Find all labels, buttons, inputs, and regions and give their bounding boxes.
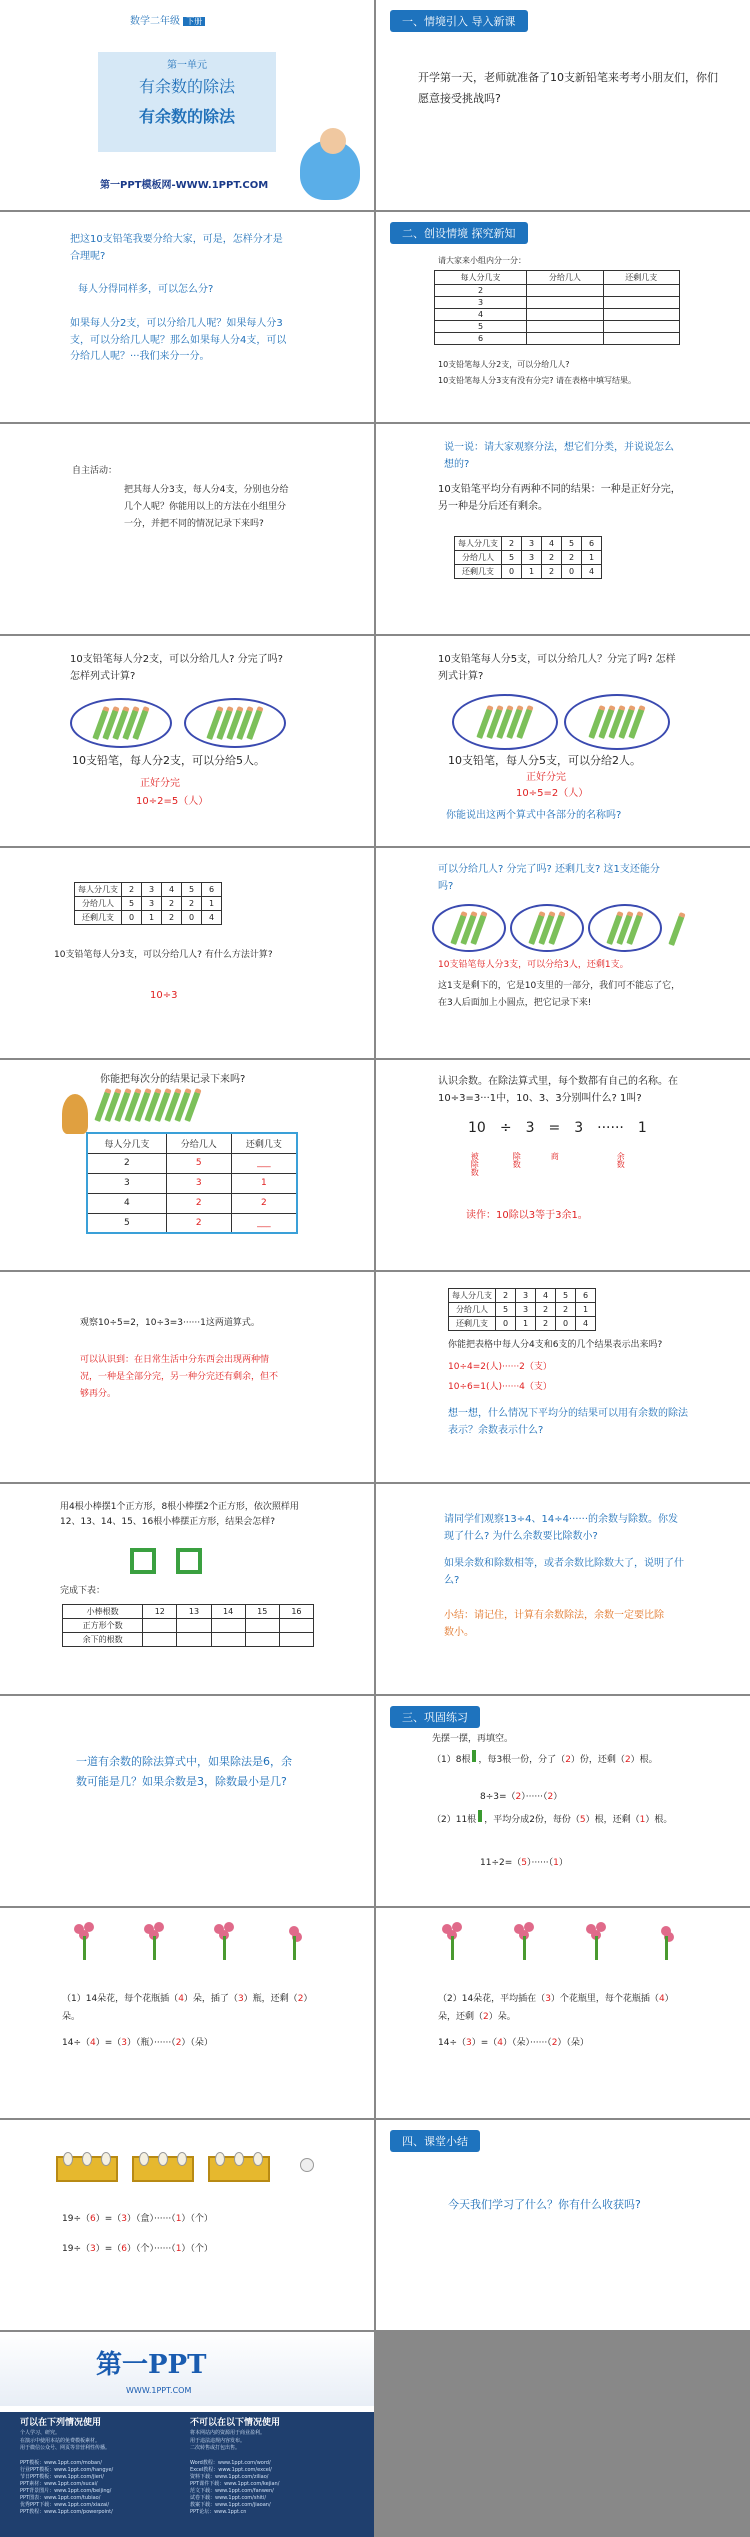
pencil-row [98,1088,198,1126]
square-icon [176,1548,202,1574]
flower-vase-icon [438,1922,468,1962]
egg-box-icon [208,2156,270,2182]
flower-vase-icon [70,1922,100,1962]
slide-summary: 四、课堂小结 今天我们学习了什么？你有什么收获吗? [376,2120,750,2330]
child-icon [320,128,346,154]
slide-remainder: 可以分给几人? 分完了吗? 还剩几支? 这1支还能分吗? 10支铅笔每人分3支，可以分给3人，还剩1支。 这1支是剩下的，它是10支里的一部分，我们可不能忘了它，在3人后面加上小圆点，把它记录下来! [376,848,750,1058]
slide-record: 你能把每次分的结果记录下来吗? 每人分几支 分给几人 还剩几支 2 5 ___ 3 3 1 4 2 2 5 2 ___ [0,1060,374,1270]
egg-box-icon [56,2156,118,2182]
slide-classify: 说一说：请大家观察分法，想它们分类，并说说怎么想的? 10支铅笔平均分有两种不同的结果：一种是正好分完，另一种是分后还有剩余。 每人分几支 2 3 4 5 6 分给几人 5 3 2 2 1 还剩几支 0 1 2 0 4 [376,424,750,634]
stick-icon [472,1750,476,1762]
slide-divide-2: 10支铅笔每人分2支，可以分给几人? 分完了吗? 怎样列式计算? 10支铅笔，每人分2支，可以分给5人。 正好分完 10÷2=5（人） [0,636,374,846]
pencil-group [564,694,670,750]
slide-flowers-2: （2）14朵花，平均插在（3）个花瓶里，每个花瓶插（4）朵，还剩（2）朵。 14÷（3）=（4）（朵）······（2）（朵） [376,1908,750,2118]
result-table: 每人分几支 2 3 4 5 6 分给几人 5 3 2 2 1 还剩几支 0 1 2 0 4 [74,882,222,925]
title-box: 第一单元 有余数的除法 有余数的除法 [98,52,276,152]
result-table: 每人分几支 2 3 4 5 6 分给几人 5 3 2 2 1 还剩几支 0 1 2 0 4 [454,536,602,579]
slide-express: 每人分几支 2 3 4 5 6 分给几人 5 3 2 2 1 还剩几支 0 1 2 0 4 你能把表格中每人分4支和6支的几个结果表示出来吗? 10÷4=2(人)······2（支） 10÷6=1(人)······4（支） 想一想，什么情况下平均分的结果可以用有余数的除法表示？余数表示什么? [376,1272,750,1482]
leftover-pencil [672,912,682,950]
pencil-group [70,698,172,748]
slide-think: 一道有余数的除法算式中，如果除法是6，余数可能是几？如果余数是3，除数最小是几? [0,1696,374,1906]
flower-vase-icon [510,1922,540,1962]
section-header: 一、情境引入 导入新课 [390,10,528,32]
sticks-table: 小棒根数 12 13 14 15 16 正方形个数 余下的根数 [62,1604,314,1647]
slide-sticks: 用4根小棒摆1个正方形，8根小棒摆2个正方形，依次照样用12、13、14、15、16根小棒摆正方形，结果会怎样? 完成下表： 小棒根数 12 13 14 15 16 正方形个数 余下的根数 [0,1484,374,1694]
egg-icon [300,2158,314,2172]
slide-divide-5: 10支铅笔每人分5支，可以分给几人？分完了吗? 怎样列式计算? 10支铅笔，每人分5支，可以分给2人。 正好分完 10÷5=2（人） 你能说出这两个算式中各部分的名称吗? [376,636,750,846]
equation: 10 ÷ 3 = 3 ······ 1 [468,1120,647,1136]
slide-practice: 三、巩固练习 先摆一摆，再填空。 （1）8根 ，每3根一份，分了（2）份，还剩（2）根。 8÷3=（2）······（2） （2）11根 ，平均分成2份，每份（5）根，还剩（1）根。 11÷2=（5）······（1） [376,1696,750,1906]
flower-vase-icon [210,1922,240,1962]
slide-activity: 自主活动： 把其每人分3支，每人分4支，分别也分给几个人呢？你能用以上的方法在小组里分一分，并把不同的情况记录下来吗? [0,424,374,634]
record-table: 每人分几支 分给几人 还剩几支 2 5 ___ 3 3 1 4 2 2 5 2 ___ [86,1132,298,1234]
slide-eggs: 19÷（6）=（3）（盒）······（1）（个） 19÷（3）=（6）（个）······（1）（个） [0,2120,374,2330]
stick-icon [478,1810,482,1822]
grade-label: 数学二年级 下册 [130,14,205,31]
site-label: 第一PPT模板网-WWW.1PPT.COM [100,180,269,191]
egg-box-icon [132,2156,194,2182]
logo: 第一PPT [96,2350,207,2380]
flower-vase-icon [280,1922,310,1962]
slide-names: 认识余数。在除法算式里，每个数都有自己的名称。在10÷3=3···1中，10、3、3分别叫什么? 1叫? 10 ÷ 3 = 3 ······ 1 被除数 除数 商 余数 读作：10除以3等于3余1。 [376,1060,750,1270]
data-table: 每人分几支 分给几人 还剩几支 2 3 4 5 6 [434,270,680,345]
slide-title [0,0,374,210]
slide-flowers-1: （1）14朵花，每个花瓶插（4）朵，插了（3）瓶，还剩（2）朵。 14÷（4）=（3）（瓶）······（2）（朵） [0,1908,374,2118]
child-icon [62,1094,88,1134]
result-table: 每人分几支 2 3 4 5 6 分给几人 5 3 2 2 1 还剩几支 0 1 2 0 4 [448,1288,596,1331]
slide-compare: 请同学们观察13÷4、14÷4······的余数与除数。你发现了什么? 为什么余数要比除数小? 如果余数和除数相等，或者余数比除数大了，说明了什么? 小结：请记住，计算有余数除法，余数一定要比除数小。 [376,1484,750,1694]
square-icon [130,1548,156,1574]
pencil-group [432,904,506,952]
slide-intro: 一、情境引入 导入新课 开学第一天，老师就准备了10支新铅笔来考考小朋友们，你们愿意接受挑战吗? [376,0,750,210]
footer-ad: 第一PPT WWW.1PPT.COM 可以在下列情况使用 不可以在以下情况使用 个人学习、研究。 在演示中使用本站的免费模板素材。 用于微信公众号、网页等非营利性传播。 将本网站内的资源用于商业盈利。 用于违法违规内容发布。 二次转售或打包出售。 PPT模板：www.1ppt.com/moban/ 行业PPT模板：www.1ppt.com/hangye/ 节日PPT模板：www.1ppt.com/jieri/ PPT素材：www.1ppt.com/sucai/ PPT背景图片：www.1ppt.com/beijing/ PPT图表：www.1ppt.com/tubiao/ 优秀PPT下载：www.1ppt.com/xiazai/ PPT教程：www.1ppt.com/powerpoint/ Word教程：www.1ppt.com/word/ Excel教程：www.1ppt.com/excel/ 资料下载：www.1ppt.com/ziliao/ PPT课件下载：www.1ppt.com/kejian/ 范文下载：www.1ppt.com/fanwen/ 试卷下载：www.1ppt.com/shiti/ 教案下载：www.1ppt.com/jiaoan/ PPT论坛：www.1ppt.cn [0,2332,374,2537]
flower-vase-icon [652,1922,682,1962]
pencil-group [588,904,662,952]
flower-vase-icon [582,1922,612,1962]
slide-divide-3: 每人分几支 2 3 4 5 6 分给几人 5 3 2 2 1 还剩几支 0 1 2 0 4 10支铅笔每人分3支，可以分给几人? 有什么方法计算? 10÷3 [0,848,374,1058]
pencil-group [510,904,584,952]
slide-observe: 观察10÷5=2，10÷3=3······1这两道算式。 可以认识到：在日常生活中分东西会出现两种情况，一种是全部分完，另一种分完还有剩余，但不够再分。 [0,1272,374,1482]
slide-question: 把这10支铅笔我要分给大家，可是，怎样分才是合理呢? 每人分得同样多，可以怎么分? 如果每人分2支，可以分给几人呢？如果每人分3支，可以分给几人呢？那么如果每人分4支，可以分给几人呢？···我们来分一分。 [0,212,374,422]
pencil-group [184,698,286,748]
slide-explore: 二、创设情境 探究新知 请大家来小组内分一分： 每人分几支 分给几人 还剩几支 2 3 4 5 6 10支铅笔每人分2支，可以分给几人? 10支铅笔每人分3支有没有分完? 请在表格中填写结果。 [376,212,750,422]
flower-vase-icon [140,1922,170,1962]
pencil-group [452,694,558,750]
